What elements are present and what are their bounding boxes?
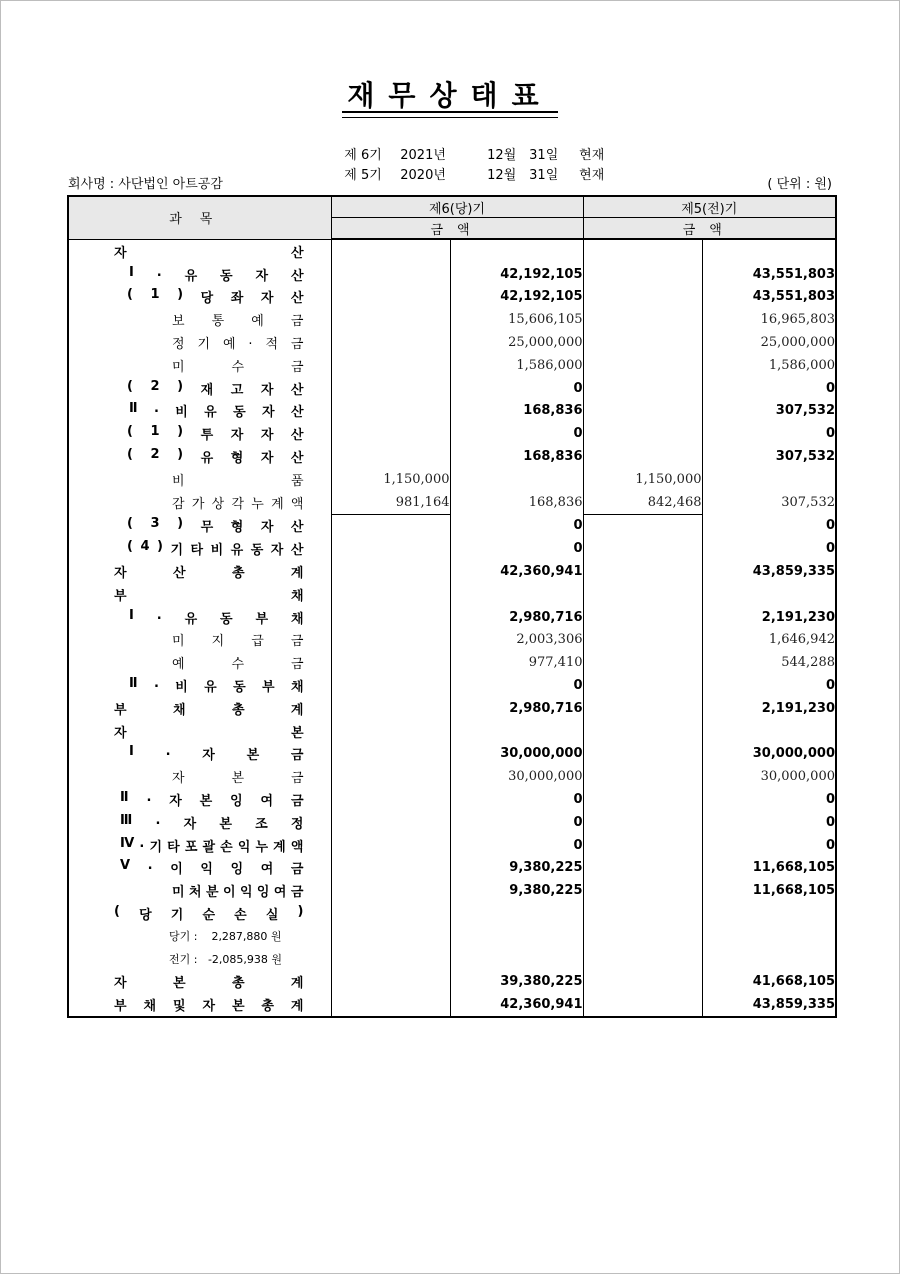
amount-cell-c2: 168,836 (450, 445, 583, 468)
amount-cell-c4: 11,668,105 (702, 857, 836, 880)
row-label-cell (68, 560, 331, 583)
row-label: 자 본 (114, 725, 304, 741)
row-label-cell (68, 445, 331, 468)
amount-cell-c1 (331, 743, 450, 766)
amount-cell-c2: 42,360,941 (450, 993, 583, 1017)
amount-cell-c3 (583, 331, 702, 354)
amount-cell-c4: 43,859,335 (702, 993, 836, 1017)
row-label: 자 산 총 계 (114, 566, 304, 582)
amount-cell-c2: 2,980,716 (450, 606, 583, 629)
row-label: 부 채 총 계 (114, 702, 304, 718)
amount-cell-c3 (583, 354, 702, 377)
period-year: 2021년 (400, 148, 446, 163)
table-row (68, 468, 836, 491)
amount-cell-c3: 1,150,000 (583, 468, 702, 491)
amount-cell-c4: 41,668,105 (702, 971, 836, 994)
amount-cell-c3 (583, 606, 702, 629)
row-label-cell (68, 286, 331, 309)
amount-cell-c1 (331, 879, 450, 902)
amount-cell-c2 (450, 583, 583, 606)
amount-cell-c1 (331, 331, 450, 354)
amount-cell-c3 (583, 537, 702, 560)
row-label: ( 당 기 순 손 실 ) (114, 904, 304, 923)
amount-cell-c1 (331, 651, 450, 674)
row-label-cell (68, 263, 331, 286)
row-label-cell (68, 651, 331, 674)
amount-cell-c1 (331, 537, 450, 560)
table-row (68, 537, 836, 560)
header-subject: 과목 (68, 196, 331, 239)
amount-cell-c1: 1,150,000 (331, 468, 450, 491)
amount-cell-c3 (583, 583, 702, 606)
period-month: 12월 (487, 168, 517, 183)
table-row (68, 993, 836, 1017)
row-label: Ⅳ . 기 타 포 괄 손 익 누 계 액 (120, 835, 304, 855)
amount-cell-c4 (702, 925, 836, 948)
amount-cell-c4 (702, 948, 836, 971)
row-label: 부 채 및 자 본 총 계 (114, 999, 304, 1015)
row-label: ( 4 ) 기 타 비 유 동 자 산 (127, 539, 304, 559)
amount-cell-c2: 25,000,000 (450, 331, 583, 354)
amount-cell-c2: 0 (450, 377, 583, 400)
period-suffix: 현재 (579, 168, 605, 183)
amount-cell-c3 (583, 674, 702, 697)
amount-cell-c3 (583, 834, 702, 857)
amount-cell-c4: 16,965,803 (702, 308, 836, 331)
amount-cell-c3 (583, 400, 702, 423)
row-label-cell (68, 788, 331, 811)
document-title: 재무상태표 (347, 79, 553, 112)
header-prior-period: 제5(전)기 (583, 196, 836, 218)
amount-cell-c3 (583, 286, 702, 309)
amount-cell-c3 (583, 377, 702, 400)
row-label-cell (68, 331, 331, 354)
amount-cell-c1 (331, 514, 450, 537)
row-label: 비 품 (172, 473, 304, 489)
row-label-cell (68, 902, 331, 925)
row-label-cell (68, 879, 331, 902)
period-month: 12월 (487, 148, 517, 163)
row-label-cell (68, 720, 331, 743)
header-prior-amount: 금액 (583, 218, 836, 240)
amount-cell-c4: 43,551,803 (702, 263, 836, 286)
table-row (68, 422, 836, 445)
period-suffix: 현재 (579, 148, 605, 163)
amount-cell-c4: 0 (702, 788, 836, 811)
amount-cell-c3: 842,468 (583, 491, 702, 514)
amount-cell-c1 (331, 400, 450, 423)
row-label-cell (68, 743, 331, 766)
period-year: 2020년 (400, 168, 446, 183)
amount-cell-c3 (583, 422, 702, 445)
amount-cell-c3 (583, 765, 702, 788)
amount-cell-c4: 307,532 (702, 445, 836, 468)
amount-cell-c2: 168,836 (450, 491, 583, 514)
amount-cell-c1 (331, 239, 450, 263)
amount-cell-c2: 42,192,105 (450, 286, 583, 309)
amount-cell-c2 (450, 925, 583, 948)
amount-cell-c2: 977,410 (450, 651, 583, 674)
amount-cell-c1 (331, 674, 450, 697)
amount-cell-c1 (331, 993, 450, 1017)
row-label: Ⅰ . 자 본 금 (129, 744, 304, 764)
table-row (68, 765, 836, 788)
amount-cell-c4 (702, 468, 836, 491)
amount-cell-c1 (331, 697, 450, 720)
table-row (68, 445, 836, 468)
amount-cell-c1 (331, 902, 450, 925)
amount-cell-c1 (331, 286, 450, 309)
table-row (68, 629, 836, 652)
row-label: 자 본 총 계 (114, 976, 304, 992)
amount-cell-c4: 0 (702, 422, 836, 445)
amount-cell-c1 (331, 811, 450, 834)
amount-cell-c4: 0 (702, 377, 836, 400)
table-row (68, 697, 836, 720)
table-row (68, 491, 836, 514)
amount-cell-c3 (583, 651, 702, 674)
table-row (68, 606, 836, 629)
row-label: 미 지 급 금 (172, 634, 304, 650)
table-row (68, 720, 836, 743)
amount-cell-c4: 307,532 (702, 400, 836, 423)
amount-cell-c3 (583, 629, 702, 652)
row-label: 보 통 예 금 (172, 314, 304, 330)
row-label-cell (68, 697, 331, 720)
row-label: Ⅱ . 비 유 동 자 산 (129, 401, 304, 421)
amount-cell-c2: 0 (450, 788, 583, 811)
table-row (68, 948, 836, 971)
amount-cell-c2: 30,000,000 (450, 765, 583, 788)
amount-cell-c4: 0 (702, 811, 836, 834)
row-label-cell (68, 583, 331, 606)
row-label-cell (68, 834, 331, 857)
table-row (68, 239, 836, 263)
table-row (68, 560, 836, 583)
table-body (68, 239, 836, 1017)
amount-cell-c1 (331, 857, 450, 880)
row-label-cell (68, 925, 331, 948)
header-current-period: 제6(당)기 (331, 196, 583, 218)
header-current-amount: 금액 (331, 218, 583, 240)
row-label-cell (68, 422, 331, 445)
balance-sheet-table (67, 195, 837, 1018)
table-row (68, 834, 836, 857)
amount-cell-c4: 30,000,000 (702, 765, 836, 788)
amount-cell-c1 (331, 765, 450, 788)
amount-cell-c2: 168,836 (450, 400, 583, 423)
row-label: Ⅱ . 자 본 잉 여 금 (120, 790, 304, 810)
amount-cell-c1: 981,164 (331, 491, 450, 514)
table-row (68, 583, 836, 606)
row-label-cell (68, 993, 331, 1017)
amount-cell-c4: 25,000,000 (702, 331, 836, 354)
amount-cell-c3 (583, 239, 702, 263)
amount-cell-c3 (583, 743, 702, 766)
amount-cell-c1 (331, 263, 450, 286)
amount-cell-c1 (331, 422, 450, 445)
amount-cell-c4: 0 (702, 674, 836, 697)
table-row (68, 811, 836, 834)
amount-cell-c3 (583, 263, 702, 286)
amount-cell-c2: 42,360,941 (450, 560, 583, 583)
amount-cell-c3 (583, 925, 702, 948)
amount-cell-c3 (583, 560, 702, 583)
amount-cell-c2: 0 (450, 811, 583, 834)
table-row (68, 857, 836, 880)
amount-cell-c2 (450, 468, 583, 491)
amount-cell-c1 (331, 788, 450, 811)
row-label-cell (68, 811, 331, 834)
amount-cell-c1 (331, 377, 450, 400)
amount-cell-c4: 307,532 (702, 491, 836, 514)
row-label: ( 1 ) 당 좌 자 산 (127, 287, 304, 307)
table-row (68, 674, 836, 697)
table-row (68, 925, 836, 948)
row-label: 미 처 분 이 익 잉 여 금 (172, 885, 304, 901)
row-label-cell (68, 354, 331, 377)
row-label-cell (68, 948, 331, 971)
amount-cell-c3 (583, 811, 702, 834)
row-label: 자 본 금 (172, 771, 304, 787)
amount-cell-c2: 9,380,225 (450, 879, 583, 902)
amount-cell-c1 (331, 720, 450, 743)
amount-cell-c4 (702, 902, 836, 925)
row-label-cell (68, 514, 331, 537)
amount-cell-c3 (583, 697, 702, 720)
amount-cell-c3 (583, 902, 702, 925)
amount-cell-c4: 30,000,000 (702, 743, 836, 766)
row-label: Ⅴ . 이 익 잉 여 금 (120, 858, 304, 878)
row-label: ( 1 ) 투 자 자 산 (127, 424, 304, 444)
amount-cell-c4: 11,668,105 (702, 879, 836, 902)
row-label: 감 가 상 각 누 계 액 (172, 496, 304, 512)
row-label: Ⅱ . 비 유 동 부 채 (129, 676, 304, 696)
amount-cell-c1 (331, 606, 450, 629)
row-label-cell (68, 629, 331, 652)
amount-cell-c4: 544,288 (702, 651, 836, 674)
amount-cell-c3 (583, 993, 702, 1017)
unit-label: ( 단위 : 원) (767, 177, 832, 192)
row-label: ( 2 ) 재 고 자 산 (127, 378, 304, 398)
row-label: 자 산 (114, 245, 304, 261)
amount-cell-c4 (702, 583, 836, 606)
amount-cell-c3 (583, 514, 702, 537)
amount-cell-c1 (331, 629, 450, 652)
row-label-cell (68, 674, 331, 697)
amount-cell-c3 (583, 445, 702, 468)
amount-cell-c2 (450, 902, 583, 925)
table-row (68, 514, 836, 537)
row-label: Ⅰ . 유 동 부 채 (129, 607, 304, 627)
row-label-cell (68, 239, 331, 263)
amount-cell-c2: 42,192,105 (450, 263, 583, 286)
amount-cell-c4 (702, 720, 836, 743)
row-label-cell (68, 971, 331, 994)
amount-cell-c3 (583, 788, 702, 811)
row-label-cell (68, 765, 331, 788)
period-day: 31일 (529, 168, 559, 183)
amount-cell-c4: 1,646,942 (702, 629, 836, 652)
amount-cell-c2: 0 (450, 537, 583, 560)
row-label-cell (68, 491, 331, 514)
period-term: 제 5기 (344, 168, 382, 183)
table-row (68, 400, 836, 423)
row-label: 정 기 예 . 적 금 (172, 333, 304, 353)
amount-cell-c1 (331, 971, 450, 994)
row-label: 미 수 금 (172, 359, 304, 375)
table-row (68, 743, 836, 766)
amount-cell-c2: 2,003,306 (450, 629, 583, 652)
row-label: 부 채 (114, 588, 304, 604)
row-label-cell (68, 537, 331, 560)
amount-cell-c3 (583, 879, 702, 902)
table-row (68, 331, 836, 354)
row-label-cell (68, 606, 331, 629)
amount-cell-c2: 9,380,225 (450, 857, 583, 880)
row-label: 예 수 금 (172, 657, 304, 673)
table-row (68, 354, 836, 377)
amount-cell-c2 (450, 239, 583, 263)
amount-cell-c2: 39,380,225 (450, 971, 583, 994)
row-label: Ⅰ . 유 동 자 산 (129, 264, 304, 284)
row-label-cell (68, 308, 331, 331)
amount-cell-c1 (331, 925, 450, 948)
amount-cell-c4: 0 (702, 537, 836, 560)
amount-cell-c4: 0 (702, 834, 836, 857)
table-row (68, 788, 836, 811)
amount-cell-c3 (583, 948, 702, 971)
amount-cell-c2 (450, 720, 583, 743)
amount-cell-c3 (583, 971, 702, 994)
amount-cell-c4: 0 (702, 514, 836, 537)
amount-cell-c2: 0 (450, 834, 583, 857)
net-loss-note: 당기 : 2,287,880 원 (169, 930, 282, 944)
amount-cell-c3 (583, 857, 702, 880)
row-label-cell (68, 400, 331, 423)
table-row (68, 286, 836, 309)
amount-cell-c1 (331, 560, 450, 583)
title-underline (342, 111, 558, 118)
row-label: ( 3 ) 무 형 자 산 (127, 516, 304, 536)
amount-cell-c2: 2,980,716 (450, 697, 583, 720)
amount-cell-c4: 43,859,335 (702, 560, 836, 583)
amount-cell-c4 (702, 239, 836, 263)
net-loss-note: 전기 : -2,085,938 원 (169, 953, 283, 967)
table-row (68, 263, 836, 286)
amount-cell-c2: 30,000,000 (450, 743, 583, 766)
table-row (68, 971, 836, 994)
amount-cell-c2: 0 (450, 514, 583, 537)
amount-cell-c2 (450, 948, 583, 971)
table-row (68, 377, 836, 400)
table-row (68, 308, 836, 331)
row-label-cell (68, 468, 331, 491)
table-row (68, 879, 836, 902)
amount-cell-c4: 2,191,230 (702, 697, 836, 720)
table-row (68, 651, 836, 674)
period-term: 제 6기 (344, 148, 382, 163)
period-prior (336, 149, 604, 183)
amount-cell-c4: 2,191,230 (702, 606, 836, 629)
row-label-cell (68, 377, 331, 400)
amount-cell-c1 (331, 834, 450, 857)
amount-cell-c1 (331, 308, 450, 331)
amount-cell-c1 (331, 354, 450, 377)
row-label-cell (68, 857, 331, 880)
row-label: Ⅲ . 자 본 조 정 (120, 812, 304, 832)
amount-cell-c1 (331, 948, 450, 971)
table-row (68, 902, 836, 925)
amount-cell-c2: 0 (450, 674, 583, 697)
amount-cell-c2: 1,586,000 (450, 354, 583, 377)
amount-cell-c2: 15,606,105 (450, 308, 583, 331)
amount-cell-c3 (583, 720, 702, 743)
amount-cell-c1 (331, 583, 450, 606)
amount-cell-c4: 1,586,000 (702, 354, 836, 377)
company-name: 회사명 : 사단법인 아트공감 (68, 177, 223, 192)
row-label: ( 2 ) 유 형 자 산 (127, 447, 304, 467)
amount-cell-c2: 0 (450, 422, 583, 445)
amount-cell-c4: 43,551,803 (702, 286, 836, 309)
period-day: 31일 (529, 148, 559, 163)
amount-cell-c1 (331, 445, 450, 468)
amount-cell-c3 (583, 308, 702, 331)
